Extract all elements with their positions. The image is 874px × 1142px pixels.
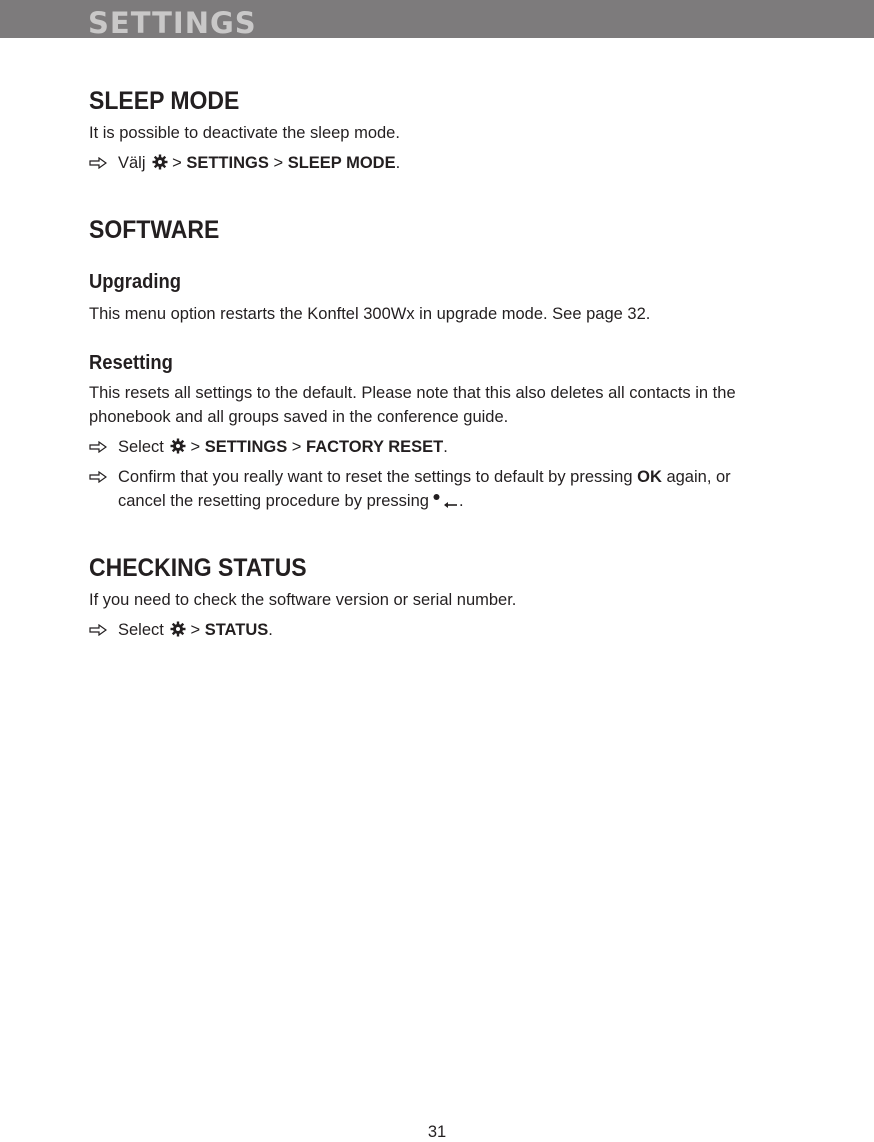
step-prefix: Välj — [118, 154, 146, 172]
checking-status-heading: CHECKING STATUS — [89, 554, 307, 582]
right-arrow-icon — [89, 624, 107, 636]
step-text-line2 — [118, 489, 464, 513]
ok-key-label: OK — [637, 468, 662, 486]
step-separator: > — [190, 438, 201, 456]
step-menu-item: SETTINGS — [204, 438, 288, 456]
step-text-part: again, or — [666, 468, 731, 486]
resetting-heading: Resetting — [89, 352, 173, 374]
step-text — [118, 618, 273, 642]
step-text — [118, 435, 448, 459]
step-text-part: cancel the resetting procedure by pressing — [118, 492, 429, 510]
step-menu-item: FACTORY RESET — [306, 438, 444, 456]
step-menu-item: SETTINGS — [186, 154, 269, 172]
step-prefix: Select — [118, 621, 164, 639]
resetting-body-line1: This resets all settings to the default. Please note that this also deletes all contacts in the — [89, 384, 736, 402]
checking-status-body: If you need to check the software version or serial number. — [89, 591, 517, 609]
step-end: . — [268, 621, 273, 639]
right-arrow-icon — [89, 441, 107, 453]
right-arrow-icon — [89, 157, 107, 169]
header-bar — [0, 0, 874, 38]
dot-back-arrow-icon — [433, 493, 459, 509]
upgrading-heading: Upgrading — [89, 271, 181, 293]
resetting-body-line2: phonebook and all groups saved in the conference guide. — [89, 408, 509, 426]
step-separator: > — [291, 438, 302, 456]
settings-gear-icon — [170, 621, 186, 637]
step-text-part: Confirm that you really want to reset the settings to default by pressing — [118, 468, 633, 486]
step-prefix: Select — [118, 438, 164, 456]
sleep-mode-body: It is possible to deactivate the sleep mode. — [89, 124, 400, 142]
step-separator: > — [172, 154, 182, 172]
step-end: . — [395, 154, 401, 172]
settings-gear-icon — [170, 438, 186, 454]
step-separator: > — [190, 621, 201, 639]
sleep-mode-heading: SLEEP MODE — [89, 87, 240, 115]
step-text — [118, 151, 400, 175]
software-heading: SOFTWARE — [89, 216, 220, 244]
step-menu-item: SLEEP MODE — [287, 154, 396, 172]
step-separator: > — [273, 154, 284, 172]
upgrading-body: This menu option restarts the Konftel 300Wx in upgrade mode. See page 32. — [89, 305, 651, 323]
page-number: 31 — [427, 1123, 447, 1141]
step-end: . — [458, 492, 464, 510]
settings-gear-icon — [152, 154, 168, 170]
header-title: SETTINGS — [88, 6, 257, 38]
step-end: . — [443, 438, 448, 456]
right-arrow-icon — [89, 471, 107, 483]
step-text-line1 — [118, 465, 731, 489]
step-menu-item: STATUS — [204, 621, 269, 639]
